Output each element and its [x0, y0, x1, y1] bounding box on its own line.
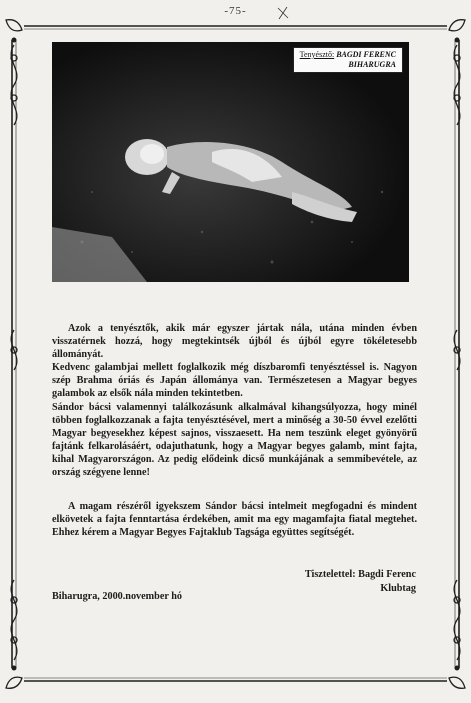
- place-date: Biharugra, 2000.november hó: [52, 591, 182, 602]
- caption-label: Tenyésztő:: [299, 50, 335, 59]
- article-closing: [52, 500, 417, 539]
- page-number: -75-: [224, 5, 247, 17]
- signature-role: Klubtag: [380, 582, 416, 594]
- article-body: [52, 322, 417, 479]
- paragraph-4: A magam részéről igyekszem Sándor bácsi intelmeit megfogadni és mindent elkövetek a fajta fenntartása érdekében, amit ma egy magamfajta fiatal megtehet. Ehhez kérem a Magyar Begyes Fajtaklub Tagsága együttes segítségét.: [52, 501, 417, 539]
- signature-greeting: Tisztelettel: Bagdi Ferenc: [304, 569, 416, 580]
- pigeon-photo-image: [52, 42, 409, 282]
- paragraph-2: Kedvenc galambjai mellett foglalkozik még díszbaromfi tenyésztéssel is. Nagyon szép Brahma óriás és Japán állománya van. Természetesen a Magyar begyes galambok az elsők nála minden tekintetben.: [52, 362, 417, 400]
- caption-place: BIHARUGRA: [348, 60, 396, 69]
- pigeon-photo: [52, 42, 409, 282]
- breeder-caption: [293, 47, 403, 73]
- paragraph-3: Sándor bácsi valamennyi találkozásunk alkalmával kihangsúlyozza, hogy minél többen foglalkozzanak a fajta tenyésztésével, mert a minőség a 30-50 évvel ezelőtti Magyar begyesekhez képest sajnos, visszaesett. Ha nem teszünk eleget gyönyörű fajtánk felkarolásáért, odajuthatunk, hogy a Magyar begyes galamb, mint fajta, kihal Magyarországon. Az pedig elődeink dicső munkájának a semmibevétele, az ország szégyene lenne!: [52, 401, 417, 479]
- paragraph-1: Azok a tenyésztők, akik már egyszer jártak nála, utána minden évben visszatérnek hozzá, hogy megtekintsék újból és újból egyre tökéletesebb állományát.: [52, 323, 417, 361]
- caption-name: BAGDI FERENC: [336, 50, 396, 59]
- signature: [305, 568, 416, 595]
